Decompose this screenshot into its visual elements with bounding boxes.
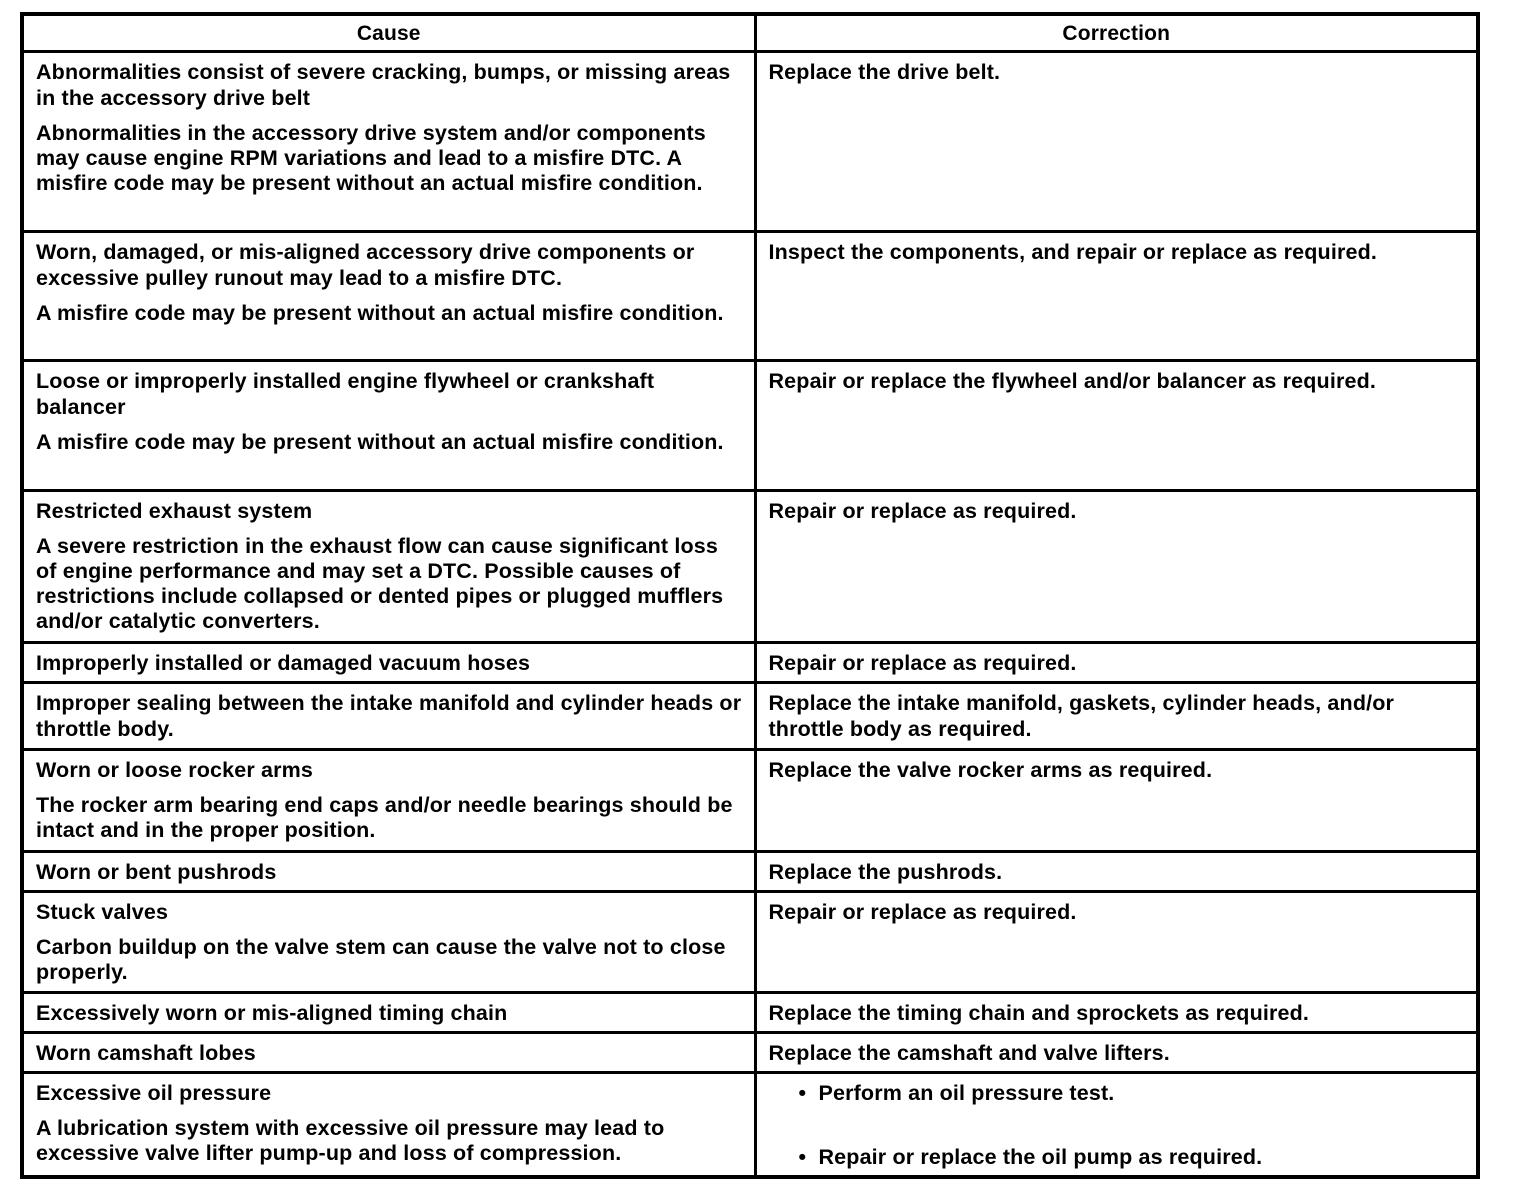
correction-cell — [755, 643, 1478, 683]
correction-cell — [755, 852, 1478, 892]
cause-detail: The rocker arm bearing end caps and/or needle bearings should be intact and in the proper position. — [36, 793, 733, 842]
correction-column-header: Correction — [755, 14, 1478, 52]
cause-cell — [22, 750, 755, 852]
cause-column-header: Cause — [22, 14, 755, 52]
cause-text: Worn camshaft lobes — [36, 1041, 256, 1065]
cause-text: Excessively worn or mis-aligned timing chain — [36, 1001, 508, 1025]
correction-cell — [755, 361, 1478, 491]
correction-text: Repair or replace as required. — [768, 499, 1077, 523]
correction-list — [769, 1080, 1465, 1170]
cause-detail: A lubrication system with excessive oil pressure may lead to excessive valve lifter pump-up and loss of compression. — [36, 1116, 665, 1165]
table-row — [22, 361, 1478, 491]
correction-text: Repair or replace as required. — [768, 651, 1077, 675]
correction-cell — [755, 892, 1478, 993]
correction-list-item: • Repair or replace the oil pump as required. — [799, 1144, 1465, 1170]
cause-text: Stuck valves — [36, 900, 169, 924]
correction-text: Repair or replace as required. — [768, 900, 1077, 924]
table-row — [22, 683, 1478, 750]
table-row — [22, 643, 1478, 683]
correction-cell — [755, 52, 1478, 232]
correction-text: Replace the intake manifold, gaskets, cylinder heads, and/or throttle body as required. — [768, 691, 1395, 741]
cause-correction-table — [20, 12, 1480, 1179]
cause-detail: A severe restriction in the exhaust flow can cause significant loss of engine performance and may set a DTC. Possible causes of restrictions include collapsed or dented pipes or plugged mufflers and/or catalytic converters. — [36, 534, 724, 633]
cause-text: Abnormalities consist of severe cracking, bumps, or missing areas in the accessory drive belt — [36, 60, 731, 110]
cause-cell — [22, 232, 755, 361]
correction-cell — [755, 683, 1478, 750]
cause-detail: A misfire code may be present without an actual misfire condition. — [36, 430, 724, 454]
table-row — [22, 232, 1478, 361]
table-row — [22, 1033, 1478, 1073]
correction-text: Repair or replace the flywheel and/or balancer as required. — [768, 369, 1376, 393]
correction-text: Replace the camshaft and valve lifters. — [768, 1041, 1170, 1065]
cause-cell — [22, 1073, 755, 1178]
correction-cell — [755, 1073, 1478, 1178]
cause-text: Worn, damaged, or mis-aligned accessory drive components or excessive pulley runout may lead to a misfire DTC. — [36, 240, 695, 290]
cause-cell — [22, 643, 755, 683]
cause-cell — [22, 892, 755, 993]
table-header — [22, 14, 1478, 52]
cause-cell — [22, 491, 755, 643]
correction-cell — [755, 993, 1478, 1033]
correction-text: Replace the timing chain and sprockets as required. — [768, 1001, 1310, 1025]
cause-text: Worn or loose rocker arms — [36, 758, 313, 782]
correction-text: Inspect the components, and repair or replace as required. — [768, 240, 1377, 264]
cause-cell — [22, 361, 755, 491]
cause-cell — [22, 1033, 755, 1073]
correction-text: Replace the valve rocker arms as required. — [768, 758, 1213, 782]
cause-detail: A misfire code may be present without an actual misfire condition. — [36, 301, 724, 325]
header-row — [22, 14, 1478, 52]
table-row — [22, 852, 1478, 892]
correction-cell — [755, 1033, 1478, 1073]
cause-cell — [22, 52, 755, 232]
cause-cell — [22, 683, 755, 750]
correction-text: Replace the drive belt. — [768, 60, 1001, 84]
correction-cell — [755, 750, 1478, 852]
cause-detail: Abnormalities in the accessory drive system and/or components may cause engine RPM variations and lead to a misfire DTC. A misfire code may be present without an actual misfire condition. — [36, 121, 706, 195]
cause-text: Loose or improperly installed engine flywheel or crankshaft balancer — [36, 369, 655, 419]
table-row — [22, 892, 1478, 993]
cause-cell — [22, 852, 755, 892]
correction-cell — [755, 232, 1478, 361]
cause-cell — [22, 993, 755, 1033]
cause-text: Worn or bent pushrods — [36, 860, 277, 884]
table-row — [22, 1073, 1478, 1178]
cause-text: Restricted exhaust system — [36, 499, 313, 523]
cause-text: Improperly installed or damaged vacuum hoses — [36, 651, 531, 675]
correction-cell — [755, 491, 1478, 643]
table-body — [22, 52, 1478, 1178]
correction-list-item: • Perform an oil pressure test. — [799, 1080, 1465, 1106]
table-row — [22, 52, 1478, 232]
cause-text: Excessive oil pressure — [36, 1081, 272, 1105]
cause-detail: Carbon buildup on the valve stem can cause the valve not to close properly. — [36, 935, 726, 984]
correction-text: Replace the pushrods. — [768, 860, 1003, 884]
table-row — [22, 750, 1478, 852]
cause-text: Improper sealing between the intake manifold and cylinder heads or throttle body. — [36, 691, 742, 741]
table-row — [22, 491, 1478, 643]
table-row — [22, 993, 1478, 1033]
